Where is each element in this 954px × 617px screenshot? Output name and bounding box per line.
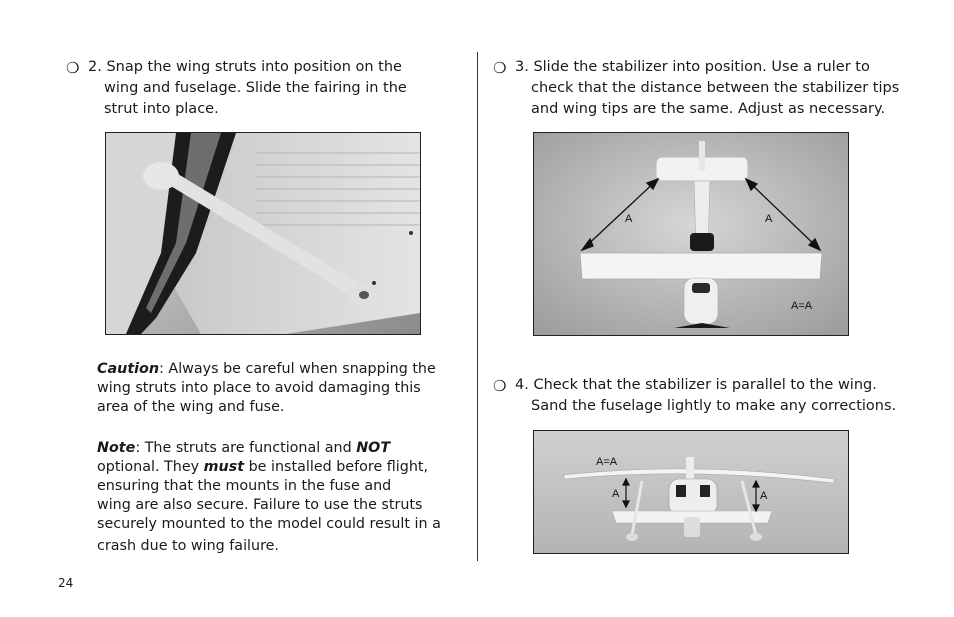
caution-paragraph [97,360,437,417]
stab-label-equation: A=A [791,300,813,312]
note-line-2-rest: be installed before flight, [244,459,429,475]
caution-line-1: : Always be careful when snapping the [159,361,436,377]
checkbox-icon[interactable]: ❍ [493,377,507,395]
page-number: 24 [58,576,74,590]
stab-label-a-left: A [625,213,633,225]
step-4-line-2: Sand the fuselage lightly to make any corrections. [531,398,897,414]
stabilizer-alignment-photo [533,132,849,336]
step-2-line-3: strut into place. [104,101,219,117]
step-3-line-1: 3. Slide the stabilizer into position. Use a ruler to [515,59,870,75]
step-3-line-3: and wing tips are the same. Adjust as necessary. [531,101,886,117]
note-must-emphasis: must [203,459,245,475]
column-divider [477,52,478,561]
parallel-label-equation: A=A [596,456,618,468]
step-2-line-2: wing and fuselage. Slide the fairing in the [104,80,407,96]
step-3-instruction [493,57,943,120]
note-label: Note [97,440,136,456]
note-not-emphasis: NOT [356,440,391,456]
step-4-instruction [493,375,943,417]
strut-photo [105,132,421,335]
step-2-instruction [66,57,466,120]
note-line-1: : The struts are functional and [135,440,357,456]
stab-label-a-right: A [765,213,773,225]
note-line-3: ensuring that the mounts in the fuse and [97,478,392,494]
note-paragraph [97,439,441,556]
checkbox-icon[interactable]: ❍ [493,59,507,77]
step-3-line-2: check that the distance between the stabilizer tips [531,80,900,96]
note-line-5: securely mounted to the model could result in a [97,516,441,532]
caution-label: Caution [97,361,160,377]
note-line-4: wing are also secure. Failure to use the struts [97,497,423,513]
note-line-6: crash due to wing failure. [97,538,279,554]
caution-line-2: wing struts into place to avoid damaging this [97,380,421,396]
step-2-line-1: 2. Snap the wing struts into position on the [88,59,402,75]
checkbox-icon[interactable]: ❍ [66,59,80,77]
parallel-check-photo [533,430,849,554]
parallel-label-a-left: A [612,488,620,500]
step-4-line-1: 4. Check that the stabilizer is parallel to the wing. [515,377,877,393]
note-line-2: optional. They [97,459,204,475]
parallel-label-a-right: A [760,490,768,502]
caution-line-3: area of the wing and fuse. [97,399,285,415]
